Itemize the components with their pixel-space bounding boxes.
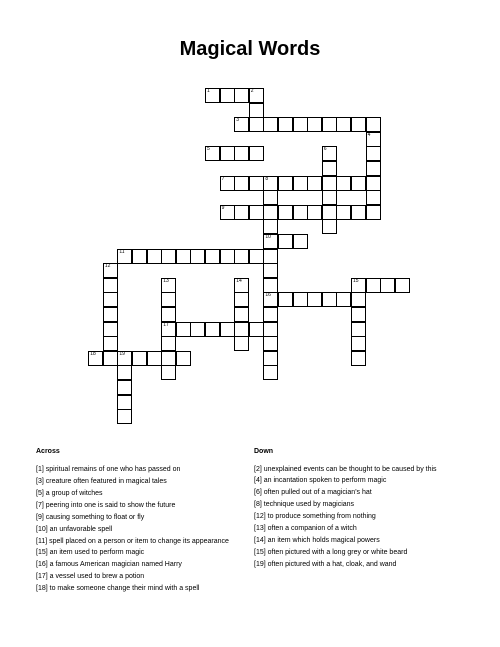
grid-cell[interactable] <box>336 205 351 220</box>
grid-cell[interactable] <box>322 205 337 220</box>
grid-cell[interactable] <box>249 103 264 118</box>
grid-cell[interactable] <box>249 249 264 264</box>
across-clue <box>36 466 246 474</box>
down-clue <box>254 489 459 497</box>
grid-cell[interactable] <box>234 307 249 322</box>
down-clue-list <box>254 466 459 573</box>
grid-cell[interactable] <box>293 176 308 191</box>
clue-text: to make someone change their mind with a spell <box>49 585 200 592</box>
grid-cell[interactable] <box>117 395 132 410</box>
cell-number: 18 <box>90 350 96 357</box>
grid-cell[interactable] <box>263 190 278 205</box>
grid-cell[interactable] <box>263 117 278 132</box>
grid-cell[interactable] <box>293 205 308 220</box>
grid-cell[interactable] <box>366 176 381 191</box>
down-heading: Down <box>254 448 274 455</box>
grid-cell[interactable] <box>351 117 366 132</box>
grid-cell[interactable] <box>205 146 220 161</box>
grid-cell[interactable] <box>176 322 191 337</box>
grid-cell[interactable] <box>161 365 176 380</box>
across-clue <box>36 526 246 534</box>
across-clue <box>36 573 246 581</box>
clue-text: often pictured with a hat, cloak, and wand <box>267 561 397 568</box>
grid-cell[interactable] <box>234 292 249 307</box>
grid-cell[interactable] <box>161 278 176 293</box>
grid-cell[interactable] <box>234 205 249 220</box>
grid-cell[interactable] <box>103 351 118 366</box>
grid-cell[interactable] <box>263 219 278 234</box>
grid-cell[interactable] <box>322 292 337 307</box>
clue-text: an item used to perform magic <box>49 549 145 556</box>
grid-cell[interactable] <box>322 190 337 205</box>
clue-text: often a companion of a witch <box>267 525 357 532</box>
grid-cell[interactable] <box>322 219 337 234</box>
down-clue <box>254 501 459 509</box>
grid-cell[interactable] <box>293 292 308 307</box>
grid-cell[interactable] <box>234 322 249 337</box>
clue-text: an unfavorable spell <box>49 526 113 533</box>
grid-cell[interactable] <box>161 351 176 366</box>
clue-text: a group of witches <box>45 490 103 497</box>
grid-cell[interactable] <box>307 292 322 307</box>
clue-number: [13] <box>254 525 266 532</box>
grid-cell[interactable] <box>161 292 176 307</box>
clue-number: [3] <box>36 478 44 485</box>
grid-cell[interactable] <box>176 249 191 264</box>
cell-number: 19 <box>119 350 125 357</box>
grid-cell[interactable] <box>263 322 278 337</box>
grid-cell[interactable] <box>249 117 264 132</box>
across-clue-list <box>36 466 246 597</box>
clue-number: [17] <box>36 573 48 580</box>
down-clue <box>254 466 459 474</box>
page-title: Magical Words <box>179 38 321 60</box>
clue-text: often pulled out of a magician's hat <box>263 489 372 496</box>
cell-number: 5 <box>207 146 210 153</box>
grid-cell[interactable] <box>205 249 220 264</box>
grid-cell[interactable] <box>263 176 278 191</box>
clue-text: causing something to float or fly <box>45 514 145 521</box>
grid-cell[interactable] <box>307 205 322 220</box>
grid-cell[interactable] <box>117 409 132 424</box>
clue-number: [1] <box>36 466 44 473</box>
grid-cell[interactable] <box>117 380 132 395</box>
cell-number: 11 <box>119 248 125 255</box>
cell-number: 4 <box>367 131 371 138</box>
grid-cell[interactable] <box>132 351 147 366</box>
down-clue <box>254 537 459 545</box>
grid-cell[interactable] <box>278 205 293 220</box>
grid-cell[interactable] <box>351 307 366 322</box>
grid-cell[interactable] <box>278 176 293 191</box>
clue-number: [16] <box>36 561 48 568</box>
grid-cell[interactable] <box>366 146 381 161</box>
grid-cell[interactable] <box>176 351 191 366</box>
grid-cell[interactable] <box>351 336 366 351</box>
grid-cell[interactable] <box>147 351 162 366</box>
cell-number: 8 <box>265 175 269 182</box>
grid-cell[interactable] <box>278 117 293 132</box>
clue-number: [7] <box>36 502 44 509</box>
down-clue <box>254 477 459 485</box>
grid-cell[interactable] <box>322 176 337 191</box>
grid-cell[interactable] <box>278 234 293 249</box>
grid-cell[interactable] <box>351 322 366 337</box>
across-clue <box>36 549 246 557</box>
grid-cell[interactable] <box>249 176 264 191</box>
grid-cell[interactable] <box>395 278 410 293</box>
grid-cell[interactable] <box>234 88 249 103</box>
cell-number: 15 <box>353 277 359 284</box>
grid-cell[interactable] <box>234 146 249 161</box>
grid-cell[interactable] <box>205 322 220 337</box>
grid-cell[interactable] <box>117 249 132 264</box>
grid-cell[interactable] <box>293 234 308 249</box>
grid-cell[interactable] <box>220 88 235 103</box>
cell-number: 14 <box>236 277 242 284</box>
clue-text: to produce something from nothing <box>267 513 376 520</box>
clue-text: an incantation spoken to perform magic <box>263 477 387 484</box>
grid-cell[interactable] <box>103 336 118 351</box>
clue-number: [15] <box>254 549 266 556</box>
grid-cell[interactable] <box>234 278 249 293</box>
grid-cell[interactable] <box>263 307 278 322</box>
grid-cell[interactable] <box>220 205 235 220</box>
clue-number: [4] <box>254 477 262 484</box>
clue-text: a famous American magician named Harry <box>49 561 182 568</box>
grid-cell[interactable] <box>234 176 249 191</box>
grid-cell[interactable] <box>307 176 322 191</box>
grid-cell[interactable] <box>249 322 264 337</box>
clue-number: [10] <box>36 526 48 533</box>
clue-number: [2] <box>254 466 262 473</box>
clue-number: [6] <box>254 489 262 496</box>
grid-cell[interactable] <box>88 351 103 366</box>
grid-cell[interactable] <box>307 117 322 132</box>
clue-number: [9] <box>36 514 44 521</box>
grid-cell[interactable] <box>351 278 366 293</box>
grid-cell[interactable] <box>322 146 337 161</box>
grid-cell[interactable] <box>366 278 381 293</box>
clue-number: [11] <box>36 538 48 545</box>
grid-cell[interactable] <box>263 336 278 351</box>
cell-number: 1 <box>207 88 210 94</box>
clue-text: often pictured with a long grey or white beard <box>267 549 408 556</box>
cell-number: 3 <box>236 117 239 124</box>
down-clue <box>254 513 459 521</box>
grid-cell[interactable] <box>103 263 118 278</box>
cell-number: 12 <box>104 263 111 270</box>
clue-text: spell placed on a person or item to change its appearance <box>49 538 229 545</box>
down-clue <box>254 561 459 569</box>
grid-cell[interactable] <box>263 365 278 380</box>
grid-cell[interactable] <box>117 365 132 380</box>
grid-cell[interactable] <box>205 88 220 103</box>
across-clue <box>36 490 246 498</box>
grid-cell[interactable] <box>249 88 264 103</box>
grid-cell[interactable] <box>263 234 278 249</box>
grid-cell[interactable] <box>351 176 366 191</box>
across-clue <box>36 478 246 486</box>
across-clue <box>36 514 246 522</box>
grid-cell[interactable] <box>380 278 395 293</box>
clue-text: spiritual remains of one who has passed on <box>45 466 181 473</box>
grid-cell[interactable] <box>263 263 278 278</box>
clue-text: unexplained events can be thought to be caused by this <box>263 466 437 473</box>
grid-cell[interactable] <box>263 249 278 264</box>
grid-cell[interactable] <box>161 249 176 264</box>
grid-cell[interactable] <box>147 249 162 264</box>
across-clue <box>36 585 246 593</box>
across-heading: Across <box>36 448 60 455</box>
grid-cell[interactable] <box>249 205 264 220</box>
grid-cell[interactable] <box>234 117 249 132</box>
cell-number: 17 <box>163 321 169 328</box>
grid-cell[interactable] <box>117 351 132 366</box>
grid-cell[interactable] <box>103 278 118 293</box>
clue-text: peering into one is said to show the future <box>45 502 176 509</box>
grid-cell[interactable] <box>293 117 308 132</box>
grid-cell[interactable] <box>263 278 278 293</box>
grid-cell[interactable] <box>366 117 381 132</box>
grid-cell[interactable] <box>132 249 147 264</box>
grid-cell[interactable] <box>234 249 249 264</box>
grid-cell[interactable] <box>351 351 366 366</box>
grid-cell[interactable] <box>366 190 381 205</box>
clue-number: [19] <box>254 561 266 568</box>
cell-number: 7 <box>221 175 225 182</box>
grid-cell[interactable] <box>220 249 235 264</box>
grid-cell[interactable] <box>366 205 381 220</box>
grid-cell[interactable] <box>103 307 118 322</box>
down-clue <box>254 525 459 533</box>
grid-cell[interactable] <box>190 322 205 337</box>
grid-cell[interactable] <box>190 249 205 264</box>
grid-cell[interactable] <box>263 292 278 307</box>
clue-number: [15] <box>36 549 48 556</box>
grid-cell[interactable] <box>278 292 293 307</box>
cell-number: 13 <box>163 277 169 284</box>
grid-cell[interactable] <box>161 307 176 322</box>
grid-cell[interactable] <box>322 161 337 176</box>
grid-cell[interactable] <box>249 146 264 161</box>
across-clue <box>36 502 246 510</box>
grid-cell[interactable] <box>336 292 351 307</box>
grid-cell[interactable] <box>366 161 381 176</box>
clue-number: [8] <box>254 501 262 508</box>
cell-number: 9 <box>221 204 225 211</box>
grid-cell[interactable] <box>351 292 366 307</box>
grid-cell[interactable] <box>263 351 278 366</box>
cell-number: 2 <box>250 88 254 94</box>
grid-cell[interactable] <box>322 117 337 132</box>
grid-cell[interactable] <box>103 322 118 337</box>
grid-cell[interactable] <box>161 322 176 337</box>
cell-number: 6 <box>323 146 327 153</box>
grid-cell[interactable] <box>234 336 249 351</box>
grid-cell[interactable] <box>220 322 235 337</box>
grid-cell[interactable] <box>336 176 351 191</box>
grid-cell[interactable] <box>366 132 381 147</box>
cell-number: 16 <box>265 292 271 299</box>
clue-text: a vessel used to brew a potion <box>49 573 145 580</box>
grid-cell[interactable] <box>220 176 235 191</box>
clue-text: an item which holds magical powers <box>267 537 380 544</box>
grid-cell[interactable] <box>220 146 235 161</box>
grid-cell[interactable] <box>161 336 176 351</box>
clue-number: [12] <box>254 513 266 520</box>
clue-text: technique used by magicians <box>263 501 355 508</box>
clue-number: [14] <box>254 537 266 544</box>
down-clue <box>254 549 459 557</box>
clue-number: [18] <box>36 585 48 592</box>
clue-number: [5] <box>36 490 44 497</box>
grid-cell[interactable] <box>351 205 366 220</box>
across-clue <box>36 538 246 546</box>
grid-cell[interactable] <box>336 117 351 132</box>
across-clue <box>36 561 246 569</box>
cell-number: 10 <box>265 234 271 240</box>
grid-cell[interactable] <box>103 292 118 307</box>
grid-cell[interactable] <box>263 205 278 220</box>
clue-text: creature often featured in magical tales <box>45 478 167 485</box>
